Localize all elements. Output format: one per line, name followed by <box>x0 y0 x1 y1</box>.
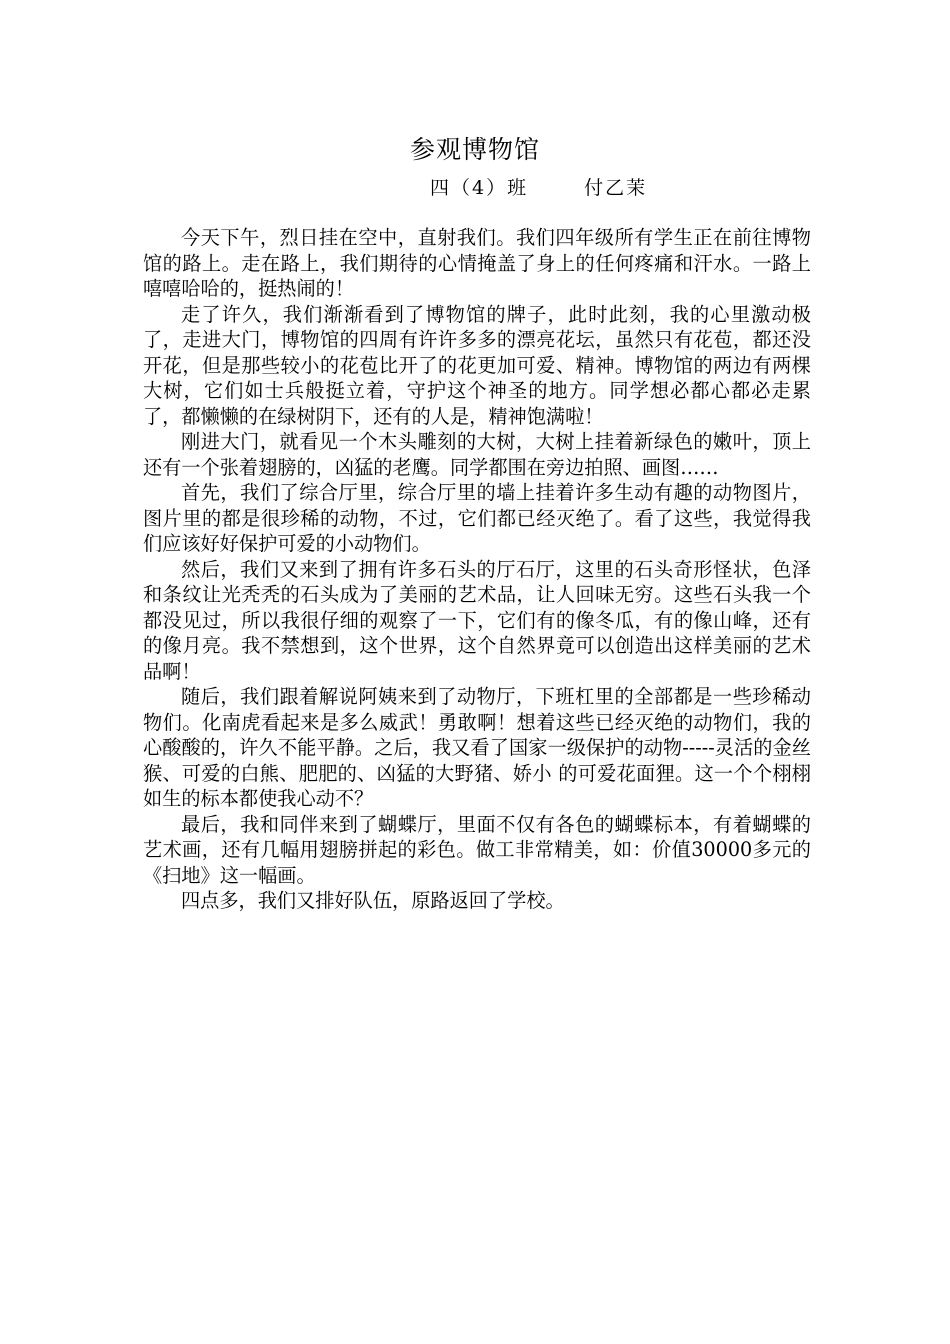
paragraph: 然后，我们又来到了拥有许多石头的厅石厅，这里的石头奇形怪状，色泽和条纹让光秃秃的石头成为了美丽的艺术品，让人回味无穷。这些石头我一个都没见过，所以我很仔细的观察了一下，它们有的像冬瓜，有的像山峰，还有的像月亮。我不禁想到，这个世界，这个自然界竟可以创造出这样美丽的艺术品啊！ <box>143 557 811 683</box>
paragraph: 随后，我们跟着解说阿姨来到了动物厅，下班杠里的全部都是一些珍稀动物们。化南虎看起来是多么威武！勇敢啊！想着这些已经灭绝的动物们，我的心酸酸的，许久不能平静。之后，我又看了国家一级保护的动物-----灵活的金丝猴、可爱的白熊、肥肥的、凶猛的大野猪、娇小 的可爱花面狸。这一个个栩栩如生的标本都使我心动不？ <box>143 685 811 810</box>
essay-title: 参观博物馆 <box>409 135 540 164</box>
class-name: 四（4）班 <box>430 177 529 199</box>
paragraph: 走了许久，我们渐渐看到了博物馆的牌子，此时此刻，我的心里激动极了，走进大门，博物馆的四周有许许多多的漂亮花坛，虽然只有花苞，都还没开花，但是那些较小的花苞比开了的花更加可爱、精神。博物馆的两边有两棵大树，它们如士兵般挺立着，守护这个神圣的地方。同学想必都心都必走累了，都懒懒的在绿树阴下，还有的人是，精神饱满啦！ <box>143 302 811 428</box>
byline <box>430 175 647 201</box>
paragraph: 今天下午，烈日挂在空中，直射我们。我们四年级所有学生正在前往博物馆的路上。走在路上，我们期待的心情掩盖了身上的任何疼痛和汗水。一路上嘻嘻哈哈的，挺热闹的！ <box>143 226 811 300</box>
essay-body <box>143 225 811 914</box>
paragraph: 刚进大门，就看见一个木头雕刻的大树，大树上挂着新绿色的嫩叶，顶上还有一个张着翅膀的，凶猛的老鹰。同学都围在旁边拍照、画图…… <box>143 430 811 479</box>
paragraph: 首先，我们了综合厅里，综合厅里的墙上挂着许多生动有趣的动物图片，图片里的都是很珍稀的动物，不过，它们都已经灭绝了。看了这些，我觉得我们应该好好保护可爱的小动物们。 <box>143 481 811 555</box>
paragraph: 最后，我和同伴来到了蝴蝶厅，里面不仅有各色的蝴蝶标本，有着蝴蝶的艺术画，还有几幅用翅膀拼起的彩色。做工非常精美，如：价值30000多元的《扫地》这一幅画。 <box>143 812 811 887</box>
author-name: 付乙茉 <box>584 177 648 199</box>
paragraph: 四点多，我们又排好队伍，原路返回了学校。 <box>181 889 565 912</box>
